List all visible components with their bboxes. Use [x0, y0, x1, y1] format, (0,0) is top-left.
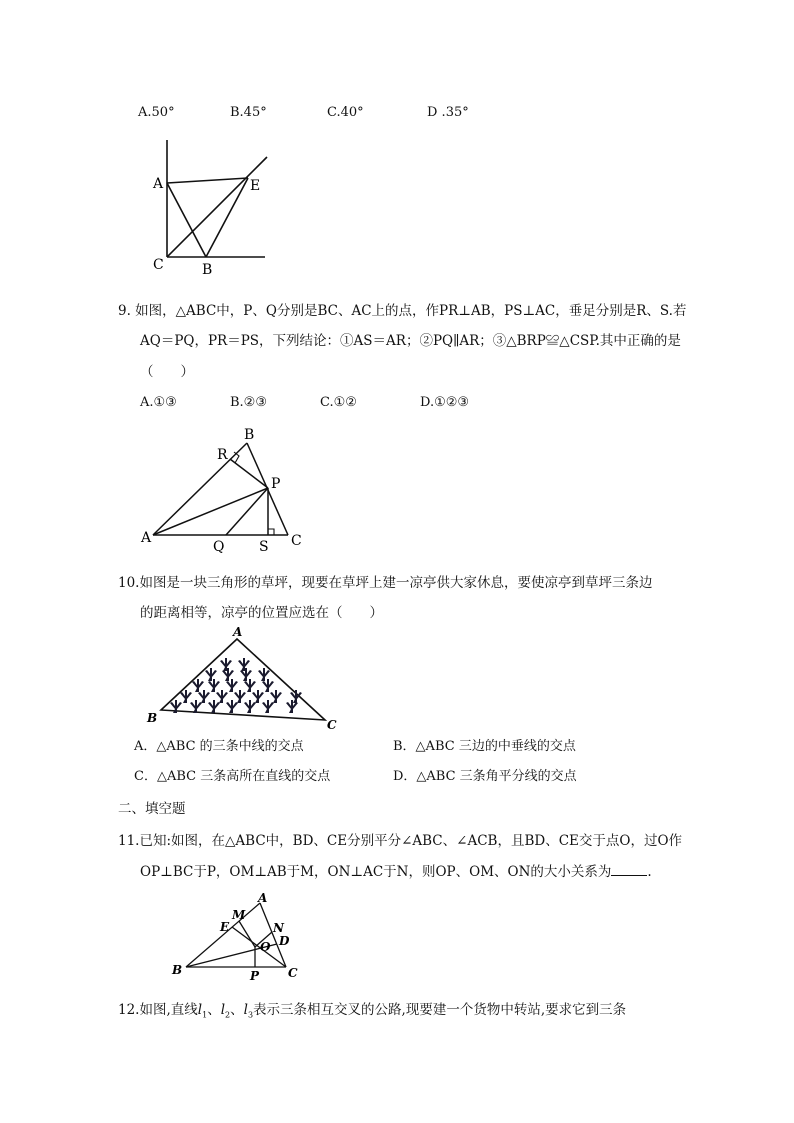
q10-option-b: B．△ABC 三边的中垂线的交点	[393, 739, 576, 754]
grass-tuft-icon	[216, 690, 228, 703]
q12-line-l1: l	[197, 1002, 203, 1018]
grass-tuft-icon	[205, 668, 217, 681]
q9-figure	[140, 425, 320, 555]
grass-tuft-icon	[238, 658, 250, 671]
q10-option-d: D．△ABC 三条角平分线的交点	[393, 769, 577, 784]
grass-tuft-icon	[262, 700, 274, 713]
grass-tuft-icon	[190, 700, 202, 713]
q11-label-c: C	[288, 966, 298, 980]
q8-option-d: D .35°	[427, 105, 469, 120]
q11-text-line-1: 11.已知:如图，在△ABC中，BD、CE分别平分∠ABC、∠ACB，且BD、CE交于点O，过O作	[118, 833, 683, 849]
q9-label-a: A	[141, 530, 152, 546]
q12-sep-2: 、	[230, 1002, 244, 1018]
q10-text-line-2: 的距离相等，凉亭的位置应选在（ ）	[140, 605, 383, 621]
grass-tuft-icon	[198, 690, 210, 703]
q9-label-r: R	[217, 447, 228, 463]
q10-label-c: C	[327, 718, 337, 732]
q9-text-line-3: （ ）	[140, 364, 194, 380]
grass-tuft-icon	[192, 679, 204, 692]
q9-option-d: D.①②③	[420, 395, 470, 410]
q10-option-a: A．△ABC 的三条中线的交点	[134, 739, 304, 754]
q9-label-s: S	[259, 539, 269, 555]
q11-label-o: O	[260, 940, 271, 954]
q11-figure	[168, 892, 308, 982]
q11-label-d: D	[279, 934, 290, 948]
q11-label-p: P	[250, 969, 260, 983]
grass-tuft-icon	[244, 700, 256, 713]
q11-label-b: B	[172, 963, 183, 977]
q9-text-line-1: 9. 如图，△ABC中，P、Q分别是BC、AC上的点，作PR⊥AB，PS⊥AC，垂足分别是R、S.若	[118, 303, 687, 319]
grass-tuft-icon	[226, 700, 238, 713]
q10-label-a: A	[233, 625, 243, 639]
q12-text-suffix: 表示三条相互交叉的公路,现要建一个货物中转站,要求它到三条	[253, 1002, 627, 1018]
q9-option-a: A.①③	[140, 395, 177, 410]
q12-text-prefix: 12.如图,直线	[118, 1002, 198, 1018]
q11-label-e: E	[220, 920, 230, 934]
grass-tufts	[170, 658, 302, 713]
q9-label-c: C	[291, 533, 302, 549]
q10-option-c: C．△ABC 三条高所在直线的交点	[134, 769, 331, 784]
q8-option-b: B.45°	[230, 105, 267, 120]
q8-label-e: E	[250, 178, 261, 194]
q8-figure	[150, 140, 280, 280]
q11-label-m: M	[232, 908, 246, 922]
q9-option-b: B.②③	[230, 395, 267, 410]
q12-sub-3: 3	[247, 1010, 254, 1020]
q10-label-b: B	[147, 711, 158, 725]
q12-sub-1: 1	[202, 1010, 208, 1020]
q11-text-line-2	[140, 861, 652, 882]
section-title-fill-in: 二、填空题	[118, 801, 186, 817]
q12-sep-1: 、	[207, 1002, 221, 1018]
q11-text-period: .	[647, 864, 652, 880]
grass-tuft-icon	[220, 658, 232, 671]
q10-lawn-figure	[145, 625, 345, 735]
q12-sub-2: 2	[225, 1010, 231, 1020]
q9-label-q: Q	[213, 539, 225, 555]
q11-answer-blank	[611, 861, 647, 876]
q9-label-p: P	[271, 476, 281, 492]
q12-line-l2: l	[220, 1002, 226, 1018]
q11-text-line-2-body: OP⊥BC于P，OM⊥AB于M，ON⊥AC于N，则OP、OM、ON的大小关系为	[140, 864, 612, 880]
grass-tuft-icon	[180, 690, 192, 703]
q8-label-a: A	[153, 176, 164, 192]
grass-tuft-icon	[270, 690, 282, 703]
q8-label-c: C	[153, 257, 164, 273]
q12-line-l3: l	[243, 1002, 248, 1018]
q12-text-line-1	[118, 1000, 626, 1026]
q9-label-b: B	[244, 427, 255, 443]
q8-option-a: A.50°	[138, 105, 175, 120]
q11-label-n: N	[273, 921, 284, 935]
q10-text-line-1: 10.如图是一块三角形的草坪，现要在草坪上建一凉亭供大家休息，要使凉亭到草坪三条边	[118, 575, 653, 591]
grass-tuft-icon	[234, 690, 246, 703]
grass-tuft-icon	[208, 700, 220, 713]
q8-label-b: B	[202, 262, 213, 278]
q8-option-c: C.40°	[327, 105, 364, 120]
q9-option-c: C.①②	[320, 395, 357, 410]
q9-text-line-2: AQ＝PQ，PR＝PS，下列结论：①AS＝AR；②PQ∥AR；③△BRP≌△CSP.其中正确的是	[140, 333, 681, 349]
grass-tuft-icon	[252, 690, 264, 703]
q11-label-a: A	[258, 891, 268, 905]
